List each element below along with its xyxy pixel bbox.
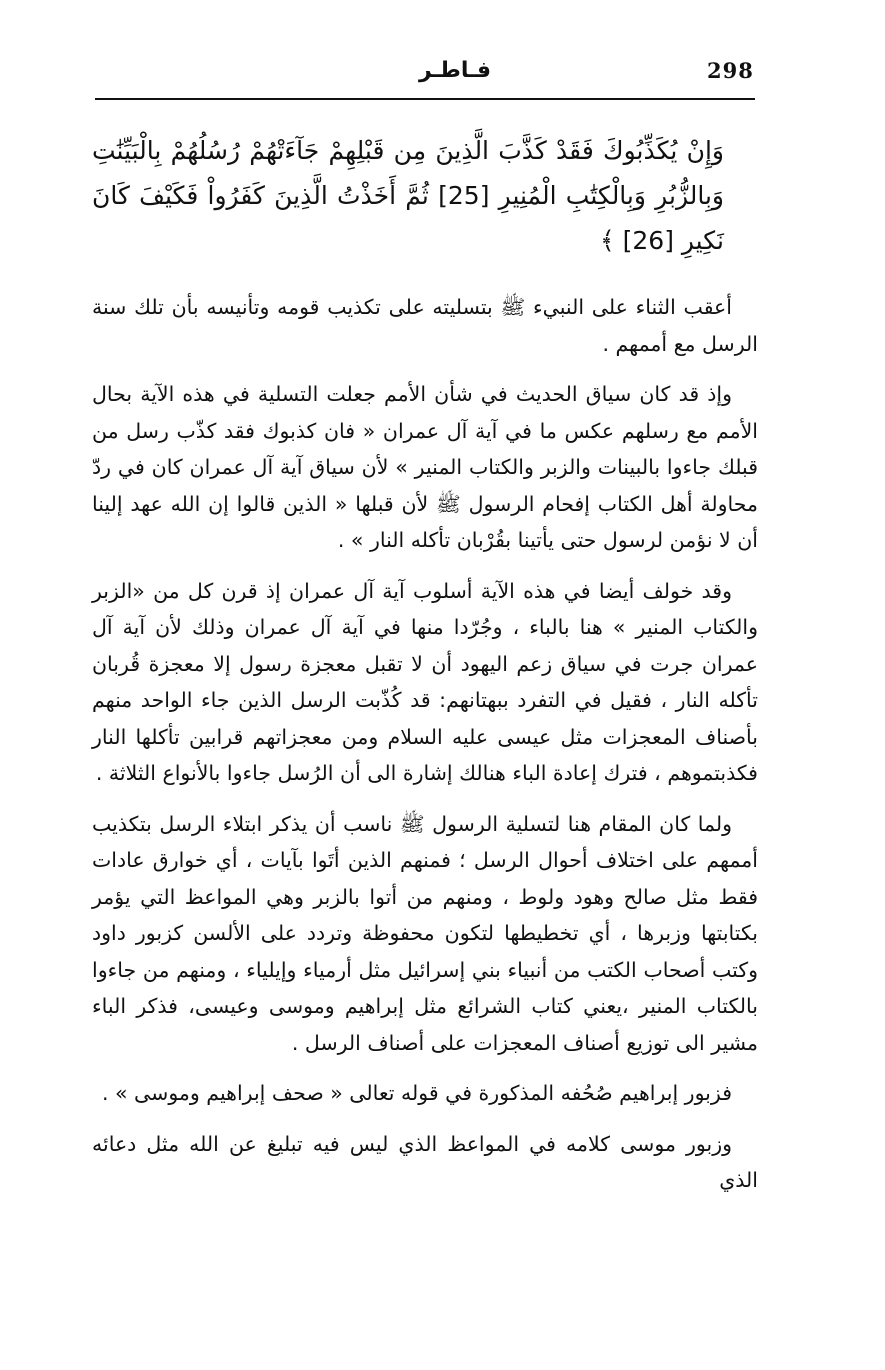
running-title: فـاطـر	[418, 58, 492, 83]
paragraph: وقد خولف أيضا في هذه الآية أسلوب آية آل عمران إذ قرن كل من «الزبر والكتاب المنير » هنا بالباء ، وجُرّدا منها في آية آل عمران وذلك لأن آية آل عمران جرت في سياق زعم اليهود أن لا تقبل معجزة رسول إلا معجزة قُربان تأكله النار ، فقيل في التفرد ببهتانهم: قد كُذّبت الرسل الذين جاء الواحد منهم بأصناف المعجزات مثل عيسى عليه السلام ومن معجزاتهم قرابين تأكلها النار فكذبتموهم ، فترك إعادة الباء هنالك إشارة الى أن الرُسل جاءوا بالأنواع الثلاثة .	[92, 578, 758, 785]
header-divider	[95, 98, 755, 100]
paragraph: فزبور إبراهيم صُحُفه المذكورة في قوله تعالى « صحف إبراهيم وموسى » .	[101, 1081, 732, 1105]
paragraph: ولما كان المقام هنا لتسلية الرسول ﷺ ناسب أن يذكر ابتلاء الرسل بتكذيب أممهم على اختلاف أحوال الرسل ؛ فمنهم الذين أتَوا بآيات ، أي خوارق عادات فقط مثل صالح وهود ولوط ، ومنهم من أتوا بالزبر وهي المواعظ التي يؤمر بكتابتها وزبرها ، أي تخطيطها لتكون محفوظة وتردد على الألسن كزبور داود وكتب أصحاب الكتب من أنبياء بني إسرائيل مثل أرمياء وإيلياء ، ومنهم من جاءوا بالكتاب المنير ،يعني كتاب الشرائع مثل إبراهيم وموسى وعيسى، فذكر الباء مشير الى توزيع أصناف المعجزات على أصناف الرسل .	[92, 811, 758, 1055]
page-header	[95, 58, 755, 102]
page-body	[92, 128, 758, 1213]
paragraph: أعقب الثناء على النبيء ﷺ بتسليته على تكذيب قومه وتأنيسه بأن تلك سنة الرسل مع أممهم .	[92, 295, 758, 356]
quran-verse: وَإِنْ يُكَذِّبُوكَ فَقَدْ كَذَّبَ الَّذِينَ مِن قَبْلِهِمْ جَآءَتْهُمْ رُسُلُهُمْ بِالْبَيِّنَٰتِ وَبِالزُّبُرِ وَبِالْكِتَٰبِ الْمُنِيرِ [25] ثُمَّ أَخَذْتُ الَّذِينَ كَفَرُواْ فَكَيْفَ كَانَ نَكِيرِ [26] ﴾	[92, 136, 724, 255]
paragraph: وزبور موسى كلامه في المواعظ الذي ليس فيه تبليغ عن الله مثل دعائه الذي	[92, 1131, 758, 1192]
paragraph: وإذ قد كان سياق الحديث في شأن الأمم جعلت التسلية في هذه الآية بحال الأمم مع رسلهم عكس ما في آية آل عمران « فان كذبوك فقد كذّب رسل من قبلك جاءوا بالبينات والزبر والكتاب المنير » لأن سياق آية آل عمران كان في ردّ محاولة أهل الكتاب إفحام الرسول ﷺ لأن قبلها « الذين قالوا إن الله عهد إلينا أن لا نؤمن لرسول حتى يأتينا بقُرْبان تأكله النار » .	[92, 382, 758, 552]
page-number: 298	[707, 58, 754, 83]
